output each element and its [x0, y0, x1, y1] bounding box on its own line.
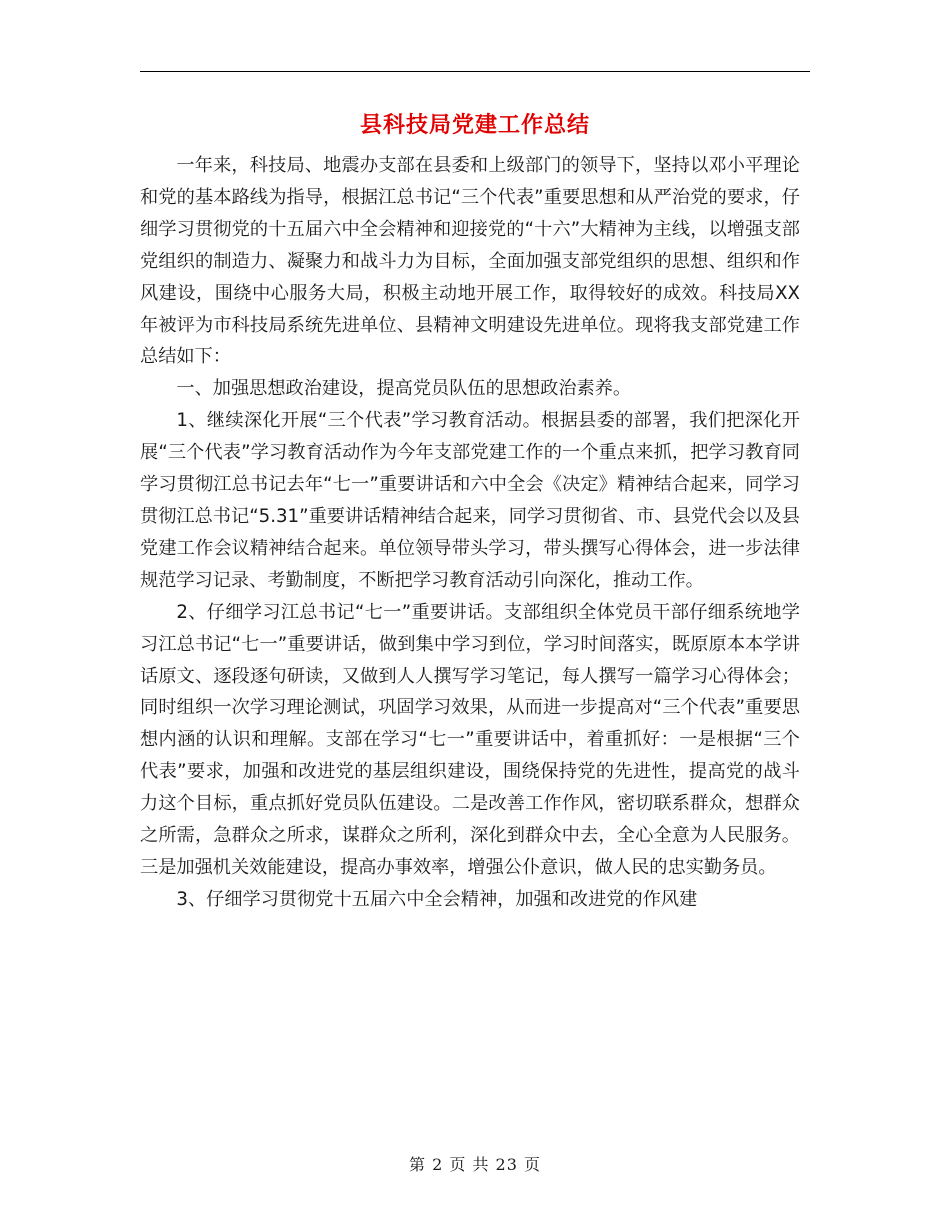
item-3-paragraph: 3、仔细学习贯彻党十五届六中全会精神，加强和改进党的作风建 [176, 888, 698, 910]
document-title: 县科技局党建工作总结 [359, 112, 590, 138]
header-rule [140, 71, 810, 72]
item-2-paragraph: 2、仔细学习江总书记“七一”重要讲话。支部组织全体党员干部仔细系统地学习江总书记“七一”重要讲话，做到集中学习到位，学习时间落实，既原原本本学讲话原文、逐段逐句研读，又做到人人撰写学习笔记，每人撰写一篇学习心得体会；同时组织一次学习理论测试，巩固学习效果，从而进一步提高对“三个代表”重要思想内涵的认识和理解。支部在学习“七一”重要讲话中，着重抓好：一是根据“三个代表”要求，加强和改进党的基层组织建设，围绕保持党的先进性，提高党的战斗力这个目标，重点抓好党员队伍建设。二是改善工作作风，密切联系群众，想群众之所需，急群众之所求，谋群众之所利，深化到群众中去，全心全意为人民服务。三是加强机关效能建设，提高办事效率，增强公仆意识，做人民的忠实勤务员。 [140, 601, 800, 878]
intro-paragraph: 一年来，科技局、地震办支部在县委和上级部门的领导下，坚持以邓小平理论和党的基本路线为指导，根据江总书记“三个代表”重要思想和从严治党的要求，仔细学习贯彻党的十五届六中全会精神和迎接党的“十六”大精神为主线，以增强支部党组织的制造力、凝聚力和战斗力为目标，全面加强支部党组织的思想、组织和作风建设，围绕中心服务大局，积极主动地开展工作，取得较好的成效。科技局XX年被评为市科技局系统先进单位、县精神文明建设先进单位。现将我支部党建工作总结如下： [140, 155, 800, 368]
page-number-footer: 第 2 页 共 23 页 [409, 1155, 541, 1174]
section-heading-1: 一、加强思想政治建设，提高党员队伍的思想政治素养。 [176, 378, 632, 400]
document-body [140, 150, 800, 916]
item-1-paragraph: 1、继续深化开展“三个代表”学习教育活动。根据县委的部署，我们把深化开展“三个代表”学习教育活动作为今年支部党建工作的一个重点来抓，把学习教育同学习贯彻江总书记去年“七一”重要讲话和六中全会《决定》精神结合起来，同学习贯彻江总书记“5.31”重要讲话精神结合起来，同学习贯彻省、市、县党代会以及县党建工作会议精神结合起来。单位领导带头学习，带头撰写心得体会，进一步法律规范学习记录、考勤制度，不断把学习教育活动引向深化，推动工作。 [140, 410, 800, 591]
